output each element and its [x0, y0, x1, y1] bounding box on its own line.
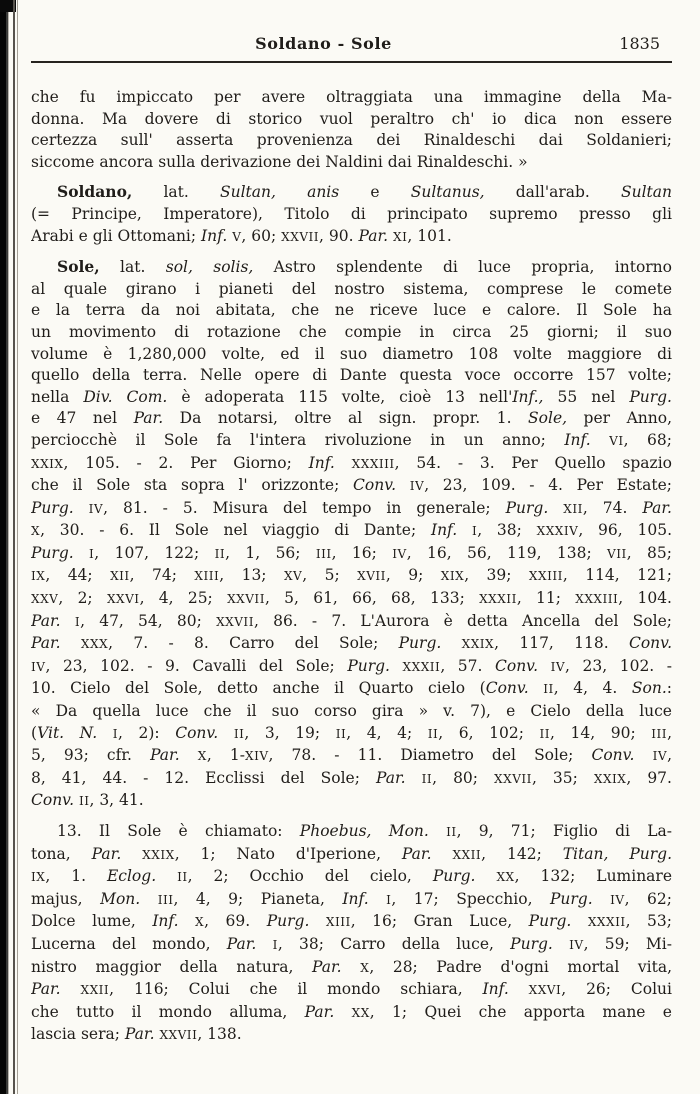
text-line: [31, 256, 672, 279]
text-segment: Titan,: [562, 844, 630, 863]
text-line: [31, 87, 672, 109]
text-line: [31, 204, 672, 226]
text-segment: Conv.: [31, 791, 79, 810]
text-line: [31, 387, 672, 409]
text-segment: , 85;: [626, 543, 672, 562]
text-segment: XXX: [80, 637, 109, 652]
text-segment: Sole,: [528, 409, 568, 428]
text-line: [31, 611, 672, 634]
text-segment: VII: [607, 546, 627, 561]
text-segment: sol, solis,: [165, 258, 254, 277]
text-segment: Arabi e gli Ottomani;: [31, 226, 202, 245]
text-segment: , 74;: [129, 566, 195, 585]
text-segment: III: [651, 726, 668, 741]
text-segment: , 1-: [206, 746, 245, 765]
text-segment: XIII: [194, 569, 220, 584]
text-line: [31, 723, 672, 746]
binding-line: [17, 0, 18, 1094]
text-segment: III: [157, 892, 174, 907]
text-line: [31, 344, 672, 366]
text-segment: Astro splendente di luce propria, intorno: [253, 258, 672, 277]
text-segment: , 5, 61, 66, 68, 133;: [264, 589, 480, 608]
text-segment: , 4, 25;: [139, 589, 228, 608]
text-segment: XI: [393, 229, 408, 244]
text-line: [31, 588, 672, 611]
text-segment: 55 nel: [543, 387, 630, 406]
text-segment: Lucerna del mondo,: [31, 934, 227, 953]
text-segment: tona,: [31, 844, 92, 863]
text-segment: , 6, 102;: [438, 723, 540, 742]
text-segment: , 38; Carro della luce,: [277, 934, 511, 953]
text-segment: , 1, 56;: [225, 543, 316, 562]
text-segment: ,: [667, 723, 672, 742]
text-segment: XXIX: [142, 847, 175, 862]
text-segment: Conv.: [175, 723, 234, 742]
text-segment: II: [543, 682, 554, 697]
text-segment: 10. Cielo del Sole, detto anche il Quarto cielo (: [31, 679, 486, 698]
text-segment: « Da quella luce che il suo corso gira » v. 7), e Cielo della luce: [31, 702, 672, 721]
text-segment: Par.: [31, 980, 81, 999]
text-segment: lascia sera;: [31, 1025, 125, 1044]
text-segment: XV: [283, 569, 303, 584]
text-segment: X: [195, 915, 205, 930]
text-segment: XXV: [31, 592, 59, 607]
text-segment: Par.: [31, 611, 75, 630]
text-segment: XIV: [244, 749, 269, 764]
text-segment: donna. Ma dovere di storico vuol peraltro ch' io dica non essere: [31, 109, 672, 128]
text-segment: Purg.: [398, 634, 462, 653]
text-segment: Div. Com.: [83, 387, 168, 406]
text-segment: , 9;: [385, 566, 441, 585]
text-segment: XXII: [452, 847, 482, 862]
text-segment: , 26; Colui: [561, 980, 672, 999]
text-line: [31, 656, 672, 679]
text-segment: IV: [392, 546, 407, 561]
text-segment: Da notarsi, oltre al sign. propr. 1.: [163, 409, 529, 428]
text-segment: , 44;: [45, 566, 111, 585]
text-line: [31, 1024, 672, 1047]
text-segment: 8, 41, 44. - 12. Ecclissi del Sole;: [31, 768, 376, 787]
text-segment: Sole,: [57, 257, 100, 277]
text-segment: XXVII: [227, 592, 265, 607]
paragraph: [31, 256, 672, 813]
text-segment: majus,: [31, 889, 101, 908]
text-segment: nistro maggior della natura,: [31, 957, 312, 976]
text-segment: , 97.: [626, 768, 672, 787]
text-segment: , 104.: [618, 589, 672, 608]
text-segment: II: [233, 726, 245, 741]
text-segment: Par.: [358, 226, 394, 245]
text-segment: un movimento di rotazione che compie in circa 25 giorni; il suo: [31, 322, 672, 341]
text-line: [31, 181, 672, 204]
text-line: [31, 322, 672, 344]
text-segment: IV: [569, 937, 584, 952]
text-segment: Par.: [124, 1025, 160, 1044]
text-segment: , 3, 41.: [89, 791, 144, 810]
text-segment: , 86. - 7. L'Aurora è detta Ancella del Sole;: [253, 611, 672, 630]
text-segment: XXXIV: [536, 524, 579, 539]
text-segment: I: [112, 726, 119, 741]
text-segment: Purg.: [31, 543, 90, 562]
text-segment: XXVII: [281, 229, 320, 244]
page-number: 1835: [619, 34, 660, 53]
text-line: [31, 821, 672, 844]
text-segment: Par.: [375, 768, 422, 787]
text-segment: Conv.: [485, 679, 544, 698]
text-segment: volume è 1,280,000 volte, ed il suo diametro 108 volte maggiore di: [31, 344, 672, 363]
text-segment: Par.: [304, 1002, 352, 1021]
text-segment: Sultan: [621, 183, 672, 202]
text-segment: , 16, 56, 119, 138;: [406, 543, 608, 562]
text-line: [31, 1002, 672, 1025]
text-segment: , 80;: [432, 768, 495, 787]
text-line: [31, 226, 672, 249]
text-segment: Soldano,: [57, 182, 133, 202]
text-segment: Inf.,: [512, 387, 544, 406]
text-segment: Inf.: [308, 453, 352, 472]
text-segment: II: [177, 870, 188, 885]
text-segment: , 132; Luminare: [514, 867, 672, 886]
text-line: [31, 633, 672, 656]
text-line: [31, 790, 672, 813]
text-line: [31, 475, 672, 498]
text-segment: Purg.: [510, 934, 570, 953]
text-line: [31, 678, 672, 701]
text-segment: , 96, 105.: [578, 521, 672, 540]
text-segment: , 2; Occhio del cielo,: [187, 867, 433, 886]
text-segment: , 4, 4;: [346, 723, 428, 742]
text-segment: , 59; Mi-: [583, 934, 672, 953]
text-segment: e la terra da noi abitata, che ne riceve luce e calore. Il Sole ha: [31, 301, 672, 320]
text-segment: , 1; Quei che apporta mane e: [369, 1002, 672, 1021]
text-segment: X: [31, 524, 41, 539]
text-segment: Purg.: [505, 498, 564, 517]
text-segment: , 138.: [197, 1025, 242, 1044]
text-segment: nella: [31, 387, 84, 406]
text-segment: , 23, 102. - 9. Cavalli del Sole;: [45, 656, 348, 675]
text-segment: II: [446, 825, 457, 839]
text-segment: , 60;: [241, 226, 282, 245]
text-segment: XXVII: [494, 771, 532, 786]
text-segment: XXIX: [461, 637, 495, 652]
text-segment: , 14, 90;: [550, 723, 652, 742]
text-segment: , 5;: [302, 566, 358, 585]
text-segment: II: [214, 546, 226, 561]
text-segment: Inf.: [152, 912, 196, 931]
text-segment: III: [315, 546, 332, 561]
text-segment: siccome ancora sulla derivazione dei Naldini dai Rinaldeschi. »: [31, 152, 528, 171]
text-segment: , 54. - 3. Per Quello spazio: [394, 453, 672, 472]
text-segment: XIX: [440, 569, 465, 584]
text-segment: , 4, 4.: [553, 679, 632, 698]
text-line: [31, 498, 672, 521]
text-segment: X: [197, 749, 207, 764]
text-segment: , 68;: [623, 430, 672, 449]
text-segment: Par.: [401, 844, 453, 863]
text-segment: IV: [652, 749, 668, 764]
text-segment: , 81. - 5. Misura del tempo in generale;: [103, 498, 506, 517]
text-line: [31, 453, 672, 476]
text-segment: XXII: [80, 983, 110, 998]
text-segment: Par.: [31, 634, 81, 653]
binding-line: [13, 0, 15, 1094]
text-segment: Purg.: [629, 844, 672, 863]
text-segment: XXXII: [479, 592, 517, 607]
text-segment: Purg.: [31, 498, 89, 517]
text-line: [31, 152, 672, 174]
text-segment: , 1.: [45, 867, 107, 886]
text-segment: XX: [351, 1005, 370, 1020]
text-segment: lat.: [99, 258, 166, 277]
text-segment: e 47 nel: [31, 409, 134, 428]
paragraph: [31, 181, 672, 248]
text-segment: Sultan, anis: [219, 183, 340, 202]
text-segment: Dolce lume,: [31, 912, 153, 931]
text-segment: Inf.: [564, 430, 610, 449]
header-row: [31, 34, 672, 56]
text-segment: che fu impiccato per avere oltraggiata una immagine della Ma-: [31, 88, 672, 106]
text-segment: Sultanus,: [410, 183, 485, 202]
text-segment: IV: [610, 892, 625, 907]
text-segment: I: [471, 524, 478, 539]
text-segment: , 2):: [118, 723, 176, 742]
text-segment: XXIX: [31, 456, 64, 471]
text-segment: , 69.: [204, 912, 267, 931]
text-segment: , 23, 109. - 4. Per Estate;: [424, 476, 672, 495]
text-segment: , 62;: [624, 889, 672, 908]
text-segment: IV: [550, 659, 566, 674]
text-segment: I: [89, 546, 95, 561]
text-segment: XXXIII: [351, 456, 395, 471]
text-segment: dall'arab.: [484, 183, 621, 202]
text-segment: ,: [667, 746, 672, 765]
text-segment: II: [539, 726, 551, 741]
text-segment: XIII: [325, 915, 351, 930]
text-segment: XII: [110, 569, 130, 584]
text-segment: che il Sole sta sopra l' orizzonte;: [31, 476, 354, 495]
text-segment: IX: [31, 870, 46, 885]
text-segment: , 23, 102. -: [565, 656, 672, 675]
text-segment: 13. Il Sole è chiamato:: [57, 822, 300, 840]
text-line: [31, 279, 672, 301]
text-segment: XXIII: [528, 569, 563, 584]
text-segment: 5, 93; cfr.: [31, 746, 151, 765]
text-segment: , 47, 54, 80;: [80, 611, 217, 630]
text-segment: , 53;: [625, 912, 672, 931]
text-segment: per Anno,: [567, 409, 672, 428]
text-segment: I: [386, 892, 392, 907]
text-segment: quello della terra. Nelle opere di Dante questa voce occorre 157 volte;: [31, 366, 672, 385]
text-line: [31, 130, 672, 152]
text-line: [31, 408, 672, 430]
text-segment: , 39;: [464, 566, 529, 585]
text-segment: Par.: [642, 498, 672, 517]
text-segment: Inf.: [201, 226, 233, 245]
text-segment: che tutto il mondo alluma,: [31, 1002, 305, 1021]
text-segment: , 17; Specchio,: [391, 889, 550, 908]
text-segment: I: [74, 614, 81, 629]
entry-text: [31, 87, 672, 1047]
text-line: [31, 365, 672, 387]
text-segment: , 142;: [481, 844, 563, 863]
text-segment: XVII: [357, 569, 386, 584]
text-segment: , 90.: [319, 226, 359, 245]
text-segment: Mon.: [388, 822, 447, 840]
text-segment: Purg.: [528, 912, 588, 931]
text-segment: Purg.: [266, 912, 326, 931]
text-segment: lat.: [132, 183, 220, 202]
text-segment: IV: [31, 659, 46, 674]
text-segment: I: [272, 937, 278, 952]
text-segment: , 1; Nato d'Iperione,: [174, 844, 402, 863]
text-line: [31, 889, 672, 912]
text-segment: e: [339, 183, 411, 202]
text-segment: , 2;: [58, 589, 107, 608]
text-segment: , 57.: [440, 656, 495, 675]
text-segment: Inf.: [482, 980, 529, 999]
text-segment: Par.: [312, 957, 361, 976]
running-header: [31, 34, 672, 63]
text-segment: Conv.: [353, 476, 410, 495]
text-segment: Mon.: [100, 889, 158, 908]
text-segment: , 117, 118.: [494, 634, 629, 653]
text-segment: , 30. - 6. Il Sole nel viaggio di Dante;: [40, 521, 431, 540]
text-segment: Inf.: [430, 521, 472, 540]
text-line: [31, 543, 672, 566]
text-segment: Par.: [91, 844, 143, 863]
text-segment: , 7. - 8. Carro del Sole;: [108, 634, 399, 653]
text-segment: Purg.: [432, 867, 497, 886]
text-segment: , 11;: [516, 589, 576, 608]
text-line: [31, 768, 672, 791]
text-segment: Phoebus,: [299, 822, 389, 840]
text-segment: , 13;: [219, 566, 284, 585]
text-line: [31, 911, 672, 934]
text-segment: (= Principe, Imperatore), Titolo di principato supremo presso gli: [31, 204, 672, 223]
text-segment: XXXIII: [575, 592, 619, 607]
text-segment: , 107, 122;: [94, 543, 215, 562]
text-line: [31, 844, 672, 867]
text-segment: II: [421, 771, 433, 786]
text-segment: (: [31, 723, 38, 742]
text-segment: , 78. - 11. Diametro del Sole;: [268, 746, 592, 765]
text-segment: IV: [88, 501, 104, 516]
text-line: [31, 300, 672, 322]
text-segment: XXXII: [402, 659, 441, 674]
text-segment: , 9, 71; Figlio di La-: [456, 822, 672, 840]
text-segment: , 105. - 2. Per Giorno;: [63, 453, 309, 472]
text-line: [31, 957, 672, 980]
text-segment: XXVI: [106, 592, 140, 607]
text-line: [31, 565, 672, 588]
text-segment: XXVI: [528, 983, 562, 998]
text-segment: XXXII: [587, 915, 626, 930]
text-segment: , 16;: [331, 543, 393, 562]
text-segment: Purg.: [629, 387, 672, 406]
text-line: [31, 934, 672, 957]
text-segment: , 28; Padre d'ogni mortal vita,: [369, 957, 672, 976]
text-segment: Conv.: [628, 634, 672, 653]
text-segment: , 35;: [531, 768, 594, 787]
text-line: [31, 520, 672, 543]
text-segment: , 74.: [582, 498, 643, 517]
text-segment: Conv.: [495, 656, 551, 675]
text-segment: IX: [31, 569, 46, 584]
text-segment: Par.: [226, 934, 273, 953]
text-segment: Purg.: [549, 889, 611, 908]
text-segment: Conv.: [591, 746, 653, 765]
text-segment: XX: [496, 870, 515, 885]
text-segment: , 4, 9; Pianeta,: [173, 889, 343, 908]
text-segment: Par.: [133, 409, 164, 428]
text-segment: , 16; Gran Luce,: [350, 912, 529, 931]
text-segment: X: [360, 960, 370, 975]
text-segment: , 116; Colui che il mondo schiara,: [109, 980, 483, 999]
text-segment: Inf.: [342, 889, 387, 908]
text-segment: XXVII: [159, 1028, 198, 1043]
text-segment: :: [666, 679, 672, 698]
header-title: Soldano - Sole: [255, 34, 392, 53]
text-segment: V: [232, 229, 242, 244]
text-segment: Purg.: [347, 656, 403, 675]
text-segment: IV: [409, 479, 425, 494]
text-segment: VI: [609, 433, 624, 448]
binding-shadow: [0, 0, 9, 1094]
paragraph: [31, 821, 672, 1047]
text-segment: XII: [563, 501, 583, 516]
text-segment: XXIX: [593, 771, 627, 786]
text-line: [31, 866, 672, 889]
text-segment: Eclog.: [106, 867, 178, 886]
text-segment: perciocchè il Sole fa l'intera rivoluzione in un anno;: [31, 430, 565, 449]
paragraph: [31, 87, 672, 173]
text-segment: certezza sull' asserta provenienza dei Rinaldeschi dai Soldanieri;: [31, 131, 672, 150]
text-segment: è adoperata 115 volte, cioè 13 nell': [167, 387, 513, 406]
header-rule: [31, 61, 672, 63]
text-segment: , 38;: [477, 521, 537, 540]
text-segment: , 101.: [407, 226, 452, 245]
text-segment: II: [427, 726, 439, 741]
text-segment: II: [335, 726, 347, 741]
text-segment: II: [78, 794, 90, 809]
text-line: [31, 745, 672, 768]
text-segment: , 114, 121;: [562, 566, 672, 585]
text-line: [31, 430, 672, 453]
text-segment: Vit. N.: [37, 723, 113, 742]
text-segment: Par.: [150, 746, 198, 765]
text-segment: al quale girano i pianeti del nostro sistema, comprese le comete: [31, 279, 672, 298]
text-line: [31, 109, 672, 131]
text-line: [31, 701, 672, 723]
text-line: [31, 979, 672, 1002]
text-segment: XXVII: [216, 614, 254, 629]
text-segment: Son.: [631, 679, 667, 698]
text-segment: , 3, 19;: [244, 723, 336, 742]
